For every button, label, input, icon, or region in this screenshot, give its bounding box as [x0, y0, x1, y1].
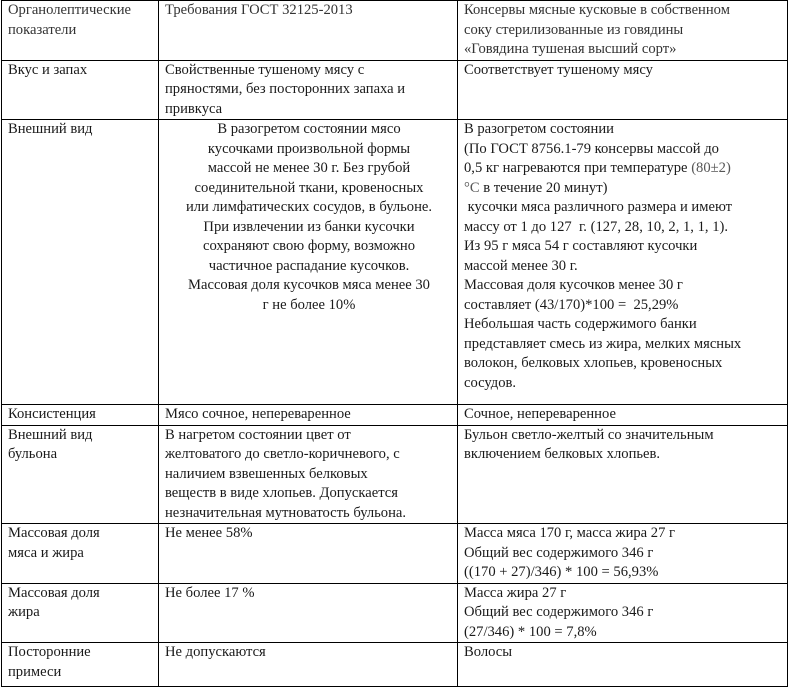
table-row-meat-fat-share	[2, 524, 788, 584]
requirement-cell: В нагретом состоянии цвет от желтоватого до светло-коричневого, с наличием взвешенных белковых веществ в виде хлопьев. Допускается незначительная мутноватость бульона.	[159, 425, 458, 524]
header-indicator: Органолептические показатели	[2, 1, 159, 61]
result-cell: Масса жира 27 г Общий вес содержимого 346 г (27/346) * 100 = 7,8%	[458, 583, 788, 643]
result-cell	[458, 120, 788, 405]
table-header-row	[2, 1, 788, 61]
result-cell: Сочное, непереваренное	[458, 405, 788, 426]
result-cell: Бульон светло-желтый со значительным включением белковых хлопьев.	[458, 425, 788, 524]
indicator-cell: Посторонние примеси	[2, 643, 159, 687]
requirement-cell: Мясо сочное, непереваренное	[159, 405, 458, 426]
requirement-cell: Не более 17 %	[159, 583, 458, 643]
table-row-taste-smell	[2, 60, 788, 120]
indicator-cell: Массовая доля жира	[2, 583, 159, 643]
indicator-cell: Внешний вид бульона	[2, 425, 159, 524]
requirement-cell: В разогретом состоянии мясо кусочками произвольной формы массой не менее 30 г. Без грубой соединительной ткани, кровеносных или лимфатических сосудов, в бульоне. При извлечении из банки кусочки сохраняют свою форму, возможно частичное распадание кусочков. Массовая доля кусочков мяса менее 30 г не более 10%	[159, 120, 458, 405]
result-cell: Масса мяса 170 г, масса жира 27 г Общий вес содержимого 346 г ((170 + 27)/346) * 100 = 56,93%	[458, 524, 788, 584]
result-cell: Соответствует тушеному мясу	[458, 60, 788, 120]
indicator-cell: Консистенция	[2, 405, 159, 426]
table-row-appearance	[2, 120, 788, 405]
indicator-cell: Внешний вид	[2, 120, 159, 405]
requirement-cell: Не допускаются	[159, 643, 458, 687]
table-row-foreign-impurities	[2, 643, 788, 687]
requirement-cell: Не менее 58%	[159, 524, 458, 584]
indicator-cell: Вкус и запах	[2, 60, 159, 120]
table-row-broth-appearance	[2, 425, 788, 524]
indicator-cell: Массовая доля мяса и жира	[2, 524, 159, 584]
result-body-continued: в течение 20 минут) кусочки мяса различного размера и имеют массу от 1 до 127 г. (127, 28, 10, 2, 1, 1, 1). Из 95 г мяса 54 г составляют кусочки массой менее 30 г. Массовая доля кусочков менее 30 г составляет (43/170)*100 = 25,29% Небольшая часть содержимого банки представляет смесь из жира, мелких мясных волокон, белковых хлопьев, кровеносных сосудов.	[464, 179, 742, 391]
organoleptic-table	[1, 0, 788, 687]
requirement-cell: Свойственные тушеному мясу с пряностями, без посторонних запаха и привкуса	[159, 60, 458, 120]
result-body: (По ГОСТ 8756.1-79 консервы массой до 0,5 кг нагреваются при температуре	[464, 140, 719, 176]
header-sample-results: Консервы мясные кусковые в собственном соку стерилизованные из говядины «Говядина тушеная высший сорт»	[458, 1, 788, 61]
result-temperature: (80±2) °C	[464, 160, 731, 196]
result-cell: Волосы	[458, 643, 788, 687]
header-gost-requirements: Требования ГОСТ 32125-2013	[159, 1, 458, 61]
table-row-consistency	[2, 405, 788, 426]
table-row-fat-share	[2, 583, 788, 643]
result-first-line: В разогретом состоянии	[464, 121, 614, 137]
